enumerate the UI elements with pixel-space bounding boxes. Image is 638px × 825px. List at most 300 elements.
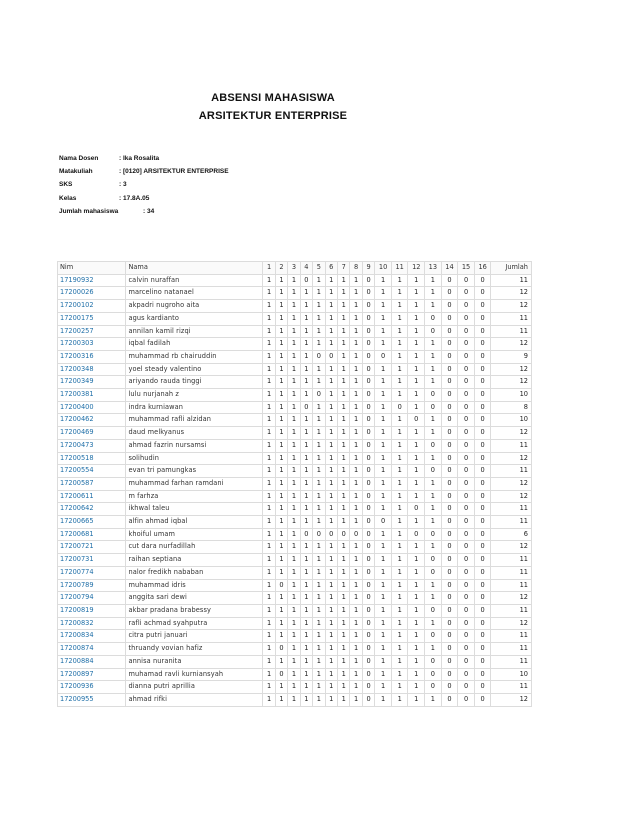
attendance-cell: 0	[313, 389, 325, 402]
attendance-cell: 1	[288, 401, 300, 414]
total-cell: 8	[491, 401, 532, 414]
attendance-cell: 0	[275, 668, 287, 681]
attendance-cell: 1	[263, 681, 275, 694]
attendance-cell: 0	[458, 681, 475, 694]
attendance-cell: 1	[391, 363, 408, 376]
attendance-cell: 1	[337, 325, 349, 338]
attendance-cell: 1	[325, 465, 337, 478]
attendance-cell: 0	[362, 643, 374, 656]
attendance-cell: 1	[263, 592, 275, 605]
attendance-cell: 0	[474, 528, 491, 541]
attendance-cell: 0	[362, 427, 374, 440]
attendance-cell: 1	[263, 477, 275, 490]
total-cell: 11	[491, 274, 532, 287]
attendance-cell: 0	[441, 503, 458, 516]
attendance-cell: 0	[458, 376, 475, 389]
attendance-cell: 0	[458, 579, 475, 592]
attendance-cell: 1	[313, 681, 325, 694]
attendance-cell: 1	[408, 427, 425, 440]
column-header-meeting: 6	[325, 262, 337, 275]
attendance-cell: 0	[425, 312, 442, 325]
attendance-cell: 0	[362, 693, 374, 706]
info-value: : Ika Rosalita	[119, 155, 160, 162]
attendance-cell: 1	[408, 681, 425, 694]
attendance-cell: 1	[408, 592, 425, 605]
attendance-cell: 1	[408, 693, 425, 706]
attendance-cell: 1	[337, 668, 349, 681]
attendance-cell: 1	[375, 414, 392, 427]
table-body	[58, 274, 532, 706]
attendance-cell: 1	[263, 693, 275, 706]
attendance-cell: 0	[474, 312, 491, 325]
nim-cell: 17200897	[58, 668, 126, 681]
attendance-cell: 1	[350, 693, 362, 706]
attendance-cell: 1	[408, 439, 425, 452]
table-row	[58, 376, 532, 389]
attendance-cell: 0	[458, 630, 475, 643]
attendance-cell: 1	[300, 554, 312, 567]
attendance-cell: 0	[458, 477, 475, 490]
attendance-cell: 0	[425, 681, 442, 694]
attendance-cell: 0	[441, 312, 458, 325]
attendance-cell: 1	[391, 541, 408, 554]
attendance-cell: 1	[288, 465, 300, 478]
attendance-cell: 1	[275, 389, 287, 402]
table-row	[58, 465, 532, 478]
attendance-cell: 1	[263, 414, 275, 427]
total-cell: 12	[491, 338, 532, 351]
attendance-cell: 0	[441, 414, 458, 427]
nim-cell: 17200681	[58, 528, 126, 541]
attendance-cell: 1	[350, 350, 362, 363]
attendance-table	[57, 261, 532, 707]
attendance-cell: 1	[375, 477, 392, 490]
attendance-cell: 1	[337, 655, 349, 668]
attendance-cell: 1	[313, 376, 325, 389]
nim-cell: 17200955	[58, 693, 126, 706]
total-cell: 11	[491, 312, 532, 325]
attendance-cell: 1	[325, 617, 337, 630]
attendance-cell: 1	[337, 427, 349, 440]
table-row	[58, 643, 532, 656]
attendance-cell: 1	[391, 528, 408, 541]
attendance-cell: 1	[350, 681, 362, 694]
attendance-cell: 1	[425, 643, 442, 656]
attendance-cell: 0	[362, 312, 374, 325]
attendance-cell: 0	[458, 617, 475, 630]
attendance-cell: 1	[263, 503, 275, 516]
attendance-cell: 1	[263, 579, 275, 592]
nim-cell: 17200721	[58, 541, 126, 554]
attendance-cell: 1	[350, 503, 362, 516]
attendance-cell: 1	[375, 541, 392, 554]
attendance-cell: 1	[391, 338, 408, 351]
attendance-cell: 1	[408, 338, 425, 351]
attendance-cell: 0	[441, 465, 458, 478]
attendance-cell: 1	[337, 541, 349, 554]
column-header-meeting: 7	[337, 262, 349, 275]
attendance-cell: 1	[263, 516, 275, 529]
attendance-cell: 0	[474, 554, 491, 567]
attendance-cell: 1	[375, 439, 392, 452]
attendance-cell: 0	[474, 503, 491, 516]
attendance-cell: 0	[362, 287, 374, 300]
attendance-cell: 1	[325, 503, 337, 516]
attendance-cell: 1	[337, 516, 349, 529]
name-cell: lulu nurjanah z	[126, 389, 263, 402]
attendance-cell: 1	[375, 376, 392, 389]
attendance-cell: 1	[375, 604, 392, 617]
attendance-cell: 1	[275, 630, 287, 643]
attendance-cell: 1	[288, 592, 300, 605]
attendance-cell: 0	[474, 541, 491, 554]
attendance-cell: 0	[458, 439, 475, 452]
attendance-cell: 1	[408, 617, 425, 630]
attendance-cell: 0	[458, 465, 475, 478]
attendance-cell: 0	[362, 338, 374, 351]
attendance-cell: 1	[313, 439, 325, 452]
table-row	[58, 490, 532, 503]
column-header-meeting: 3	[288, 262, 300, 275]
attendance-cell: 1	[300, 503, 312, 516]
nim-cell: 17200303	[58, 338, 126, 351]
attendance-cell: 1	[275, 503, 287, 516]
info-value: : 17.8A.05	[119, 194, 150, 202]
attendance-cell: 1	[300, 617, 312, 630]
table-row	[58, 604, 532, 617]
attendance-cell: 1	[425, 376, 442, 389]
attendance-cell: 1	[425, 350, 442, 363]
name-cell: akbar pradana brabessy	[126, 604, 263, 617]
attendance-cell: 1	[275, 592, 287, 605]
attendance-cell: 1	[325, 312, 337, 325]
attendance-cell: 0	[275, 643, 287, 656]
attendance-cell: 1	[288, 693, 300, 706]
attendance-cell: 1	[313, 693, 325, 706]
attendance-cell: 1	[337, 389, 349, 402]
attendance-cell: 1	[391, 439, 408, 452]
column-header-meeting: 2	[275, 262, 287, 275]
attendance-cell: 0	[362, 566, 374, 579]
attendance-cell: 1	[350, 300, 362, 313]
name-cell: muhammad rafli alzidan	[126, 414, 263, 427]
column-header-meeting: 14	[441, 262, 458, 275]
attendance-cell: 0	[441, 389, 458, 402]
attendance-cell: 1	[288, 477, 300, 490]
name-cell: citra putri januari	[126, 630, 263, 643]
attendance-cell: 1	[425, 592, 442, 605]
attendance-cell: 1	[275, 516, 287, 529]
total-cell: 12	[491, 427, 532, 440]
attendance-cell: 1	[263, 274, 275, 287]
attendance-cell: 0	[408, 528, 425, 541]
attendance-cell: 1	[313, 630, 325, 643]
attendance-cell: 1	[391, 427, 408, 440]
info-label: Kelas	[59, 194, 77, 202]
attendance-cell: 1	[313, 312, 325, 325]
attendance-cell: 0	[362, 490, 374, 503]
attendance-cell: 1	[375, 643, 392, 656]
attendance-cell: 1	[263, 528, 275, 541]
attendance-cell: 0	[441, 643, 458, 656]
attendance-cell: 1	[313, 643, 325, 656]
table-row	[58, 363, 532, 376]
column-header-meeting: 15	[458, 262, 475, 275]
attendance-cell: 0	[313, 350, 325, 363]
attendance-cell: 1	[275, 477, 287, 490]
name-cell: thruandy vovian hafiz	[126, 643, 263, 656]
attendance-cell: 1	[313, 516, 325, 529]
attendance-cell: 0	[350, 528, 362, 541]
attendance-cell: 1	[337, 363, 349, 376]
table-row	[58, 389, 532, 402]
attendance-cell: 1	[375, 338, 392, 351]
attendance-cell: 0	[458, 338, 475, 351]
attendance-cell: 1	[275, 617, 287, 630]
attendance-cell: 0	[441, 604, 458, 617]
attendance-cell: 1	[391, 452, 408, 465]
attendance-cell: 0	[362, 325, 374, 338]
total-cell: 12	[491, 452, 532, 465]
attendance-cell: 0	[458, 363, 475, 376]
attendance-cell: 1	[300, 300, 312, 313]
attendance-cell: 1	[408, 477, 425, 490]
attendance-cell: 0	[441, 274, 458, 287]
attendance-cell: 1	[300, 490, 312, 503]
attendance-cell: 1	[408, 655, 425, 668]
attendance-cell: 0	[362, 630, 374, 643]
attendance-cell: 1	[391, 325, 408, 338]
attendance-cell: 1	[263, 363, 275, 376]
attendance-cell: 0	[408, 503, 425, 516]
attendance-cell: 1	[408, 604, 425, 617]
attendance-cell: 1	[325, 452, 337, 465]
attendance-cell: 1	[375, 554, 392, 567]
total-cell: 9	[491, 350, 532, 363]
attendance-cell: 0	[362, 554, 374, 567]
attendance-cell: 1	[313, 465, 325, 478]
attendance-cell: 1	[408, 376, 425, 389]
attendance-cell: 1	[350, 452, 362, 465]
table-row	[58, 566, 532, 579]
attendance-cell: 1	[313, 592, 325, 605]
nim-cell: 17200832	[58, 617, 126, 630]
name-cell: ariyando rauda tinggi	[126, 376, 263, 389]
course-info	[59, 152, 229, 218]
page-title: ABSENSI MAHASISWA	[211, 92, 335, 104]
attendance-cell: 1	[263, 655, 275, 668]
attendance-cell: 1	[425, 414, 442, 427]
attendance-cell: 0	[458, 312, 475, 325]
attendance-cell: 0	[362, 465, 374, 478]
total-cell: 11	[491, 604, 532, 617]
attendance-cell: 0	[458, 300, 475, 313]
total-cell: 12	[491, 376, 532, 389]
attendance-cell: 1	[300, 566, 312, 579]
attendance-cell: 1	[288, 655, 300, 668]
attendance-cell: 1	[337, 693, 349, 706]
attendance-cell: 0	[441, 427, 458, 440]
attendance-cell: 0	[441, 300, 458, 313]
attendance-cell: 1	[325, 414, 337, 427]
column-header-meeting: 13	[425, 262, 442, 275]
attendance-cell: 1	[391, 693, 408, 706]
attendance-cell: 0	[362, 414, 374, 427]
attendance-cell: 0	[375, 350, 392, 363]
attendance-cell: 1	[350, 363, 362, 376]
attendance-cell: 1	[275, 401, 287, 414]
attendance-cell: 1	[350, 414, 362, 427]
attendance-cell: 1	[408, 452, 425, 465]
column-header-jumlah: Jumlah	[491, 262, 532, 275]
total-cell: 12	[491, 477, 532, 490]
attendance-cell: 1	[391, 617, 408, 630]
name-cell: muhammad farhan ramdani	[126, 477, 263, 490]
info-row-matakuliah	[59, 165, 229, 178]
total-cell: 12	[491, 592, 532, 605]
attendance-cell: 1	[288, 427, 300, 440]
attendance-cell: 1	[350, 274, 362, 287]
attendance-cell: 1	[375, 528, 392, 541]
attendance-cell: 1	[337, 287, 349, 300]
attendance-cell: 1	[300, 604, 312, 617]
total-cell: 11	[491, 325, 532, 338]
attendance-cell: 1	[337, 465, 349, 478]
attendance-cell: 0	[391, 401, 408, 414]
total-cell: 11	[491, 681, 532, 694]
attendance-cell: 1	[425, 693, 442, 706]
attendance-cell: 1	[350, 617, 362, 630]
attendance-cell: 1	[300, 630, 312, 643]
attendance-cell: 1	[337, 604, 349, 617]
name-cell: calvin nuraffan	[126, 274, 263, 287]
attendance-cell: 0	[441, 592, 458, 605]
table-row	[58, 554, 532, 567]
attendance-cell: 1	[350, 287, 362, 300]
attendance-cell: 1	[425, 274, 442, 287]
total-cell: 12	[491, 363, 532, 376]
table-header-row	[58, 262, 532, 275]
attendance-cell: 1	[408, 516, 425, 529]
attendance-cell: 1	[391, 465, 408, 478]
attendance-cell: 0	[441, 325, 458, 338]
attendance-cell: 0	[325, 528, 337, 541]
attendance-cell: 1	[391, 389, 408, 402]
total-cell: 10	[491, 389, 532, 402]
attendance-cell: 1	[275, 566, 287, 579]
attendance-cell: 1	[300, 477, 312, 490]
attendance-cell: 1	[300, 681, 312, 694]
attendance-cell: 0	[300, 274, 312, 287]
attendance-cell: 0	[362, 376, 374, 389]
attendance-cell: 1	[263, 554, 275, 567]
attendance-cell: 0	[441, 490, 458, 503]
attendance-cell: 0	[362, 516, 374, 529]
attendance-cell: 1	[408, 287, 425, 300]
attendance-cell: 0	[458, 503, 475, 516]
attendance-cell: 0	[441, 681, 458, 694]
nim-cell: 17200731	[58, 554, 126, 567]
attendance-cell: 0	[458, 490, 475, 503]
attendance-cell: 1	[263, 312, 275, 325]
attendance-cell: 1	[408, 274, 425, 287]
attendance-cell: 1	[391, 643, 408, 656]
attendance-cell: 1	[275, 490, 287, 503]
total-cell: 12	[491, 490, 532, 503]
nim-cell: 17200381	[58, 389, 126, 402]
nim-cell: 17200874	[58, 643, 126, 656]
attendance-cell: 1	[375, 579, 392, 592]
attendance-cell: 1	[263, 566, 275, 579]
nim-cell: 17200819	[58, 604, 126, 617]
attendance-cell: 1	[300, 643, 312, 656]
attendance-cell: 0	[425, 439, 442, 452]
name-cell: annisa nuranita	[126, 655, 263, 668]
total-cell: 11	[491, 579, 532, 592]
attendance-cell: 1	[275, 325, 287, 338]
nim-cell: 17200936	[58, 681, 126, 694]
attendance-cell: 1	[337, 312, 349, 325]
attendance-cell: 0	[425, 465, 442, 478]
attendance-cell: 0	[458, 592, 475, 605]
table-row	[58, 325, 532, 338]
name-cell: rafli achmad syahputra	[126, 617, 263, 630]
attendance-cell: 0	[458, 274, 475, 287]
attendance-cell: 1	[391, 579, 408, 592]
attendance-cell: 1	[375, 452, 392, 465]
attendance-cell: 1	[325, 389, 337, 402]
attendance-cell: 0	[474, 427, 491, 440]
attendance-cell: 1	[325, 579, 337, 592]
attendance-cell: 1	[325, 681, 337, 694]
attendance-cell: 1	[391, 287, 408, 300]
attendance-cell: 0	[441, 617, 458, 630]
attendance-cell: 1	[391, 350, 408, 363]
attendance-cell: 1	[325, 287, 337, 300]
attendance-cell: 0	[300, 401, 312, 414]
info-row-sks	[59, 178, 229, 191]
table-row	[58, 617, 532, 630]
attendance-cell: 1	[313, 503, 325, 516]
attendance-cell: 1	[350, 579, 362, 592]
attendance-cell: 1	[288, 312, 300, 325]
table-row	[58, 300, 532, 313]
attendance-cell: 1	[313, 401, 325, 414]
attendance-cell: 1	[275, 439, 287, 452]
nim-cell: 17200026	[58, 287, 126, 300]
attendance-cell: 1	[375, 325, 392, 338]
attendance-cell: 1	[263, 465, 275, 478]
name-cell: m farhza	[126, 490, 263, 503]
attendance-cell: 1	[263, 490, 275, 503]
attendance-cell: 1	[288, 503, 300, 516]
info-row-kelas	[59, 192, 229, 205]
attendance-cell: 1	[350, 541, 362, 554]
attendance-cell: 1	[337, 643, 349, 656]
attendance-cell: 1	[391, 414, 408, 427]
name-cell: yoel steady valentino	[126, 363, 263, 376]
attendance-cell: 1	[288, 363, 300, 376]
table-row	[58, 477, 532, 490]
attendance-cell: 0	[458, 528, 475, 541]
attendance-cell: 1	[288, 300, 300, 313]
attendance-cell: 0	[474, 401, 491, 414]
attendance-cell: 1	[425, 300, 442, 313]
attendance-cell: 1	[288, 643, 300, 656]
attendance-cell: 1	[337, 274, 349, 287]
attendance-cell: 1	[375, 668, 392, 681]
attendance-cell: 0	[425, 401, 442, 414]
